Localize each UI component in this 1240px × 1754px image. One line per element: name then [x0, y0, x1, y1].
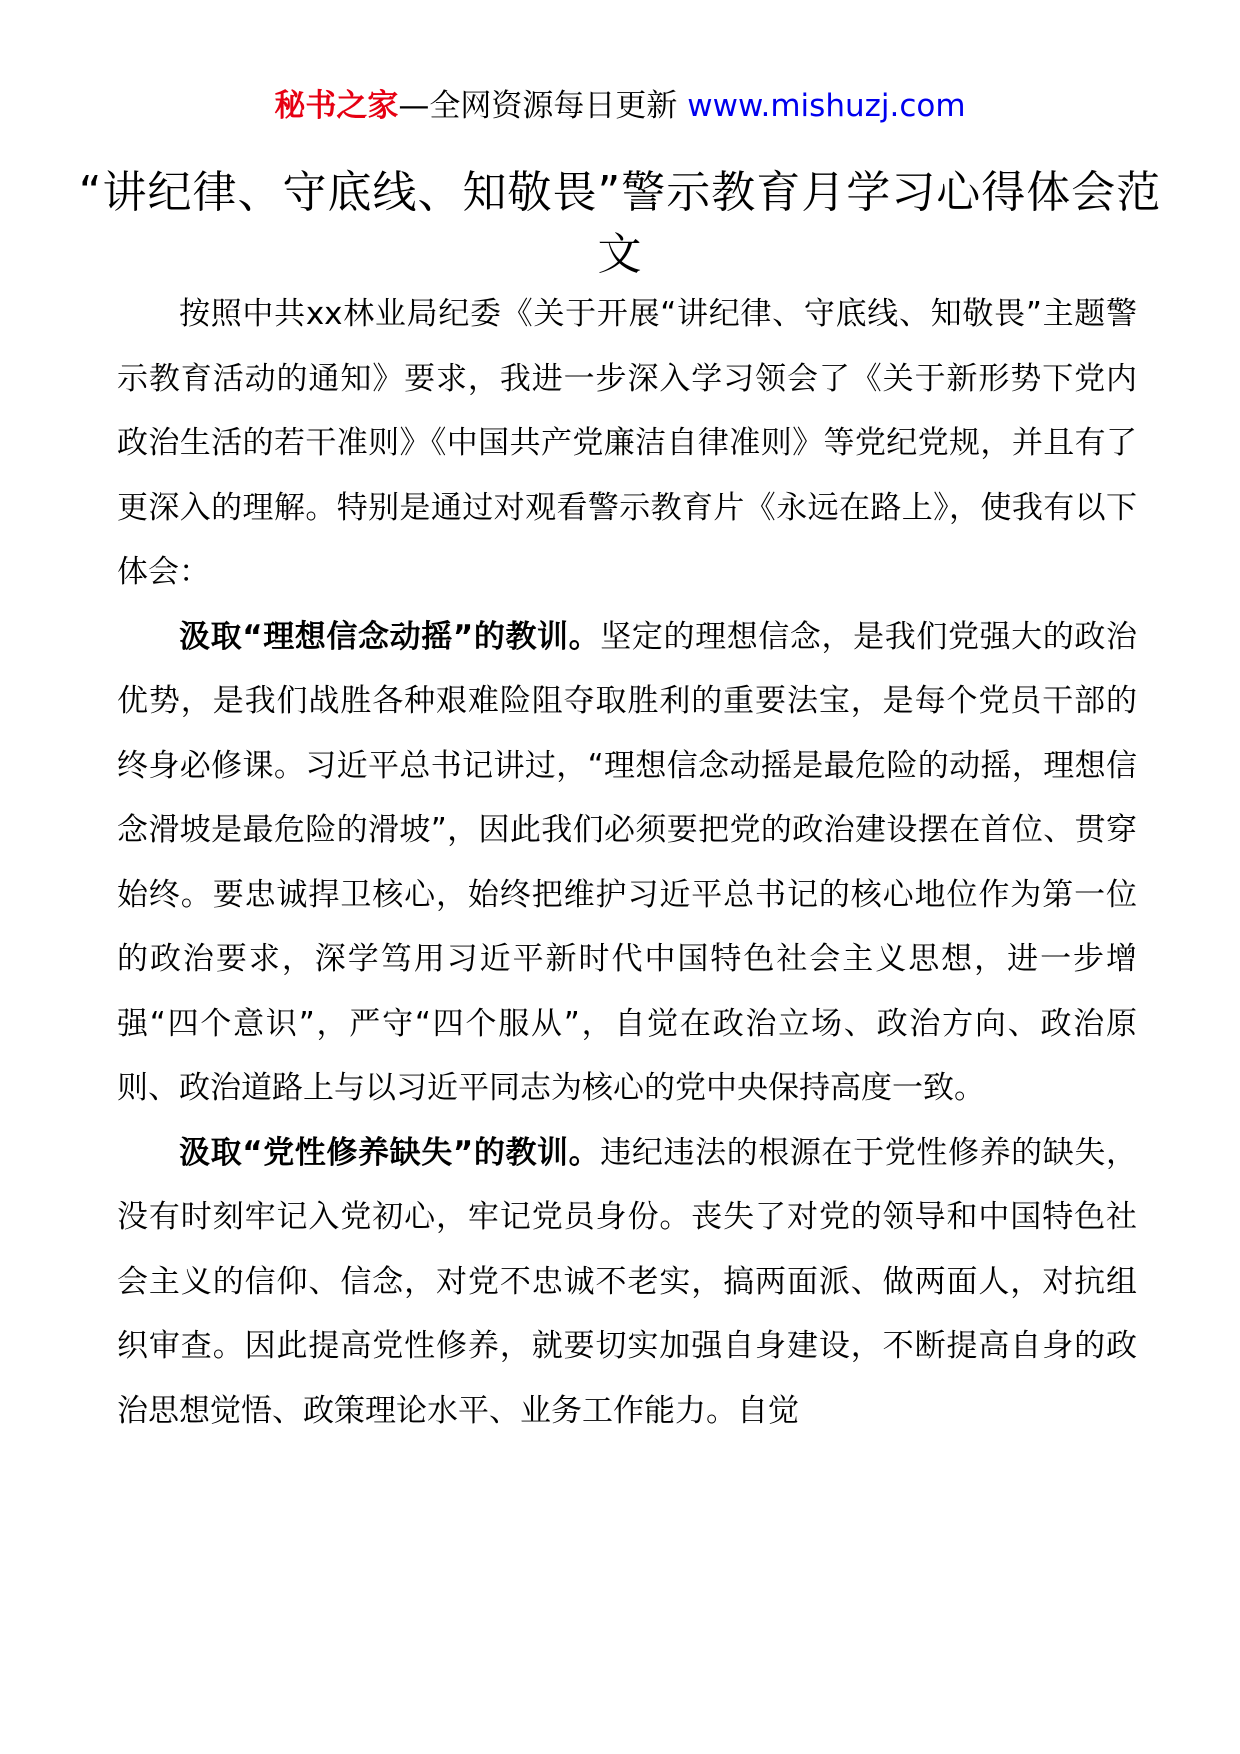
paragraph-lead: 汲取“理想信念动摇”的教训。 [179, 618, 601, 655]
paragraph-intro [117, 282, 1137, 605]
paragraph-ideals-lesson [117, 605, 1137, 1121]
document-title: “讲纪律、守底线、知敬畏”警示教育月学习心得体会范文 [78, 167, 1162, 280]
paragraph-text: 违纪违法的根源在于党性修养的缺失，没有时刻牢记入党初心，牢记党员身份。丧失了对党的领导和中国特色社会主义的信仰、信念，对党不忠诚不老实，搞两面派、做两面人，对抗组织审查。因此提高党性修养，就要切实加强自身建设，不断提高自身的政治思想觉悟、政策理论水平、业务工作能力。自觉 [117, 1134, 1137, 1429]
brand-name: 秘书之家 [274, 88, 399, 124]
header-slogan: —全网资源每日更新 [398, 88, 678, 124]
paragraph-party-spirit-lesson [117, 1121, 1137, 1444]
paragraph-lead: 汲取“党性修养缺失”的教训。 [179, 1134, 601, 1171]
site-header [0, 86, 1240, 126]
site-url-link[interactable]: www.mishuzj.com [687, 88, 966, 124]
document-body [117, 282, 1137, 1443]
paragraph-text: 坚定的理想信念，是我们党强大的政治优势，是我们战胜各种艰难险阻夺取胜利的重要法宝，是每个党员干部的终身必修课。习近平总书记讲过，“理想信念动摇是最危险的动摇，理想信念滑坡是最危险的滑坡”，因此我们必须要把党的政治建设摆在首位、贯穿始终。要忠诚捍卫核心，始终把维护习近平总书记的核心地位作为第一位的政治要求，深学笃用习近平新时代中国特色社会主义思想，进一步增强“四个意识”，严守“四个服从”，自觉在政治立场、政治方向、政治原则、政治道路上与以习近平同志为核心的党中央保持高度一致。 [117, 618, 1137, 1106]
paragraph-text: 按照中共xx林业局纪委《关于开展“讲纪律、守底线、知敬畏”主题警示教育活动的通知》要求，我进一步深入学习领会了《关于新形势下党内政治生活的若干准则》《中国共产党廉洁自律准则》等党纪党规，并且有了更深入的理解。特别是通过对观看警示教育片《永远在路上》，使我有以下体会： [117, 296, 1137, 590]
